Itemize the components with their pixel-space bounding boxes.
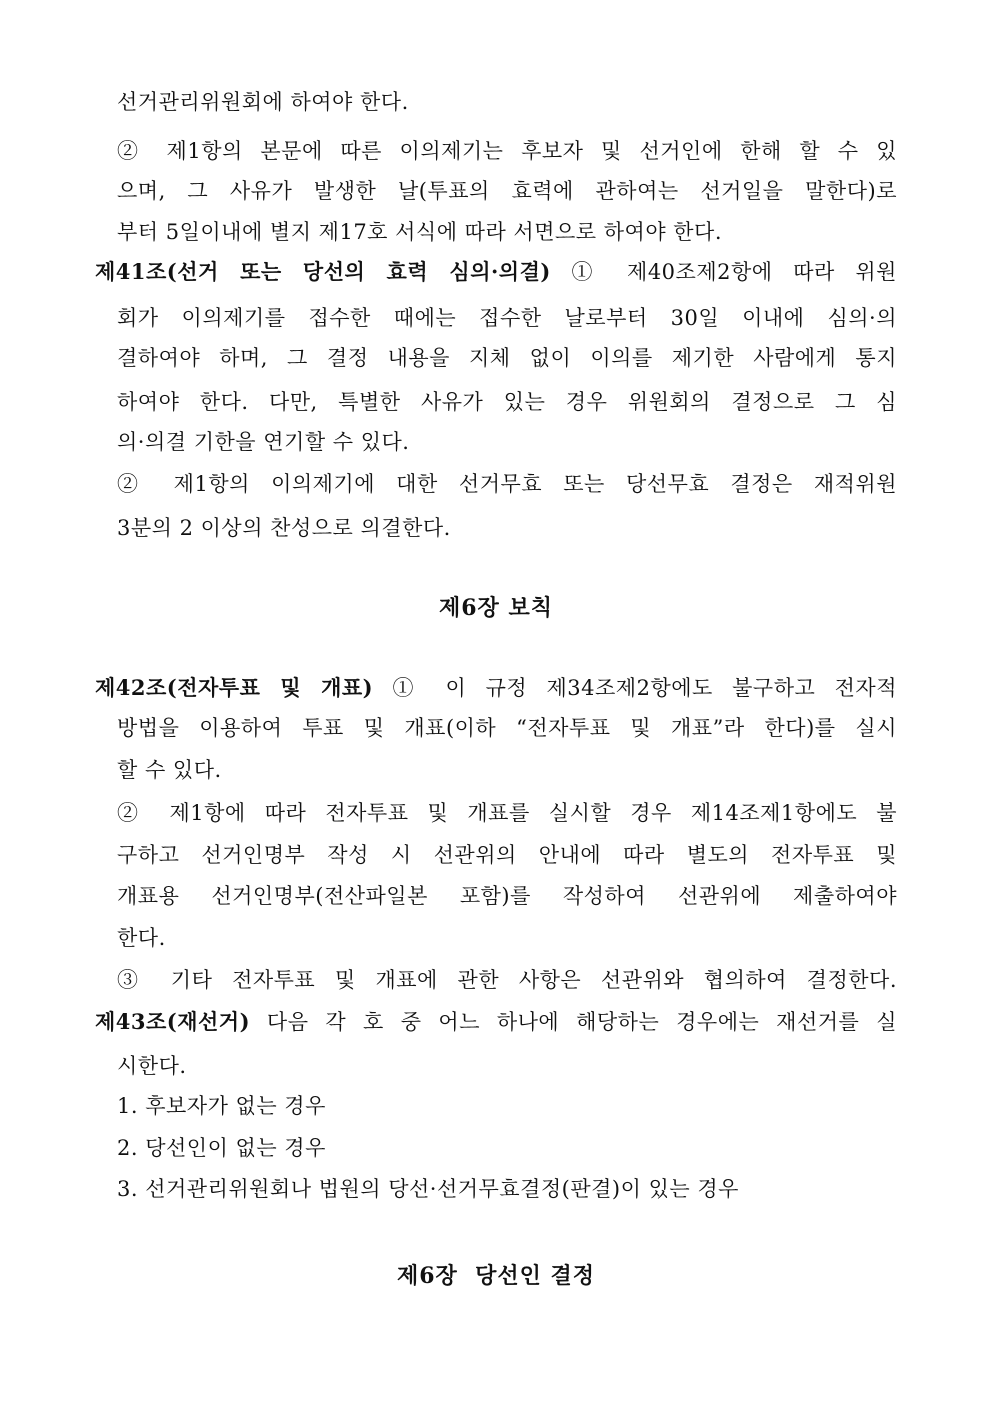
text-line: 개표용 선거인명부(전산파일본 포함)를 작성하여 선관위에 제출하여야 [117,884,897,908]
chapter-title: 제6장 당선인 결정 [396,1263,596,1289]
text-line: ③ 기타 전자투표 및 개표에 관한 사항은 선관위와 협의하여 결정한다. [117,968,897,992]
article-42-text: ① 이 규정 제34조제2항에도 불구하고 전자적 [392,676,897,700]
text-line: 회가 이의제기를 접수한 때에는 접수한 날로부터 30일 이내에 심의·의 [117,306,897,330]
text-line: 시한다. [117,1054,187,1078]
article-43-first-line [95,1002,897,1042]
text-line: 결하여야 하며, 그 결정 내용을 지체 없이 이의를 제기한 사람에게 통지 [117,346,897,370]
list-item: 1. 후보자가 없는 경우 [117,1094,326,1118]
list-item: 3. 선거관리위원회나 법원의 당선·선거무효결정(판결)이 있는 경우 [117,1177,739,1201]
text-line: ② 제1항의 이의제기에 대한 선거무효 또는 당선무효 결정은 재적위원 [117,472,897,496]
text-line: 구하고 선거인명부 작성 시 선관위의 안내에 따라 별도의 전자투표 및 [117,843,897,867]
article-42-first-line [95,668,897,708]
article-41-first-line [95,252,897,292]
article-43-text: 다음 각 호 중 어느 하나에 해당하는 경우에는 재선거를 실 [266,1010,897,1034]
text-line: ② 제1항에 따라 전자투표 및 개표를 실시할 경우 제14조제1항에도 불 [117,801,897,825]
text-line: 할 수 있다. [117,758,222,782]
text-line: 부터 5일이내에 별지 제17호 서식에 따라 서면으로 하여야 한다. [117,220,723,244]
text-line: 의·의결 기한을 연기할 수 있다. [117,430,410,454]
text-line: 으며, 그 사유가 발생한 날(투표의 효력에 관하여는 선거일을 말한다)로 [117,179,897,203]
article-41-text: ① 제40조제2항에 따라 위원 [571,260,897,284]
text-line: 선거관리위원회에 하여야 한다. [117,90,409,114]
text-line: ② 제1항의 본문에 따른 이의제기는 후보자 및 선거인에 한해 할 수 있 [117,139,897,163]
text-line: 하여야 한다. 다만, 특별한 사유가 있는 경우 위원회의 결정으로 그 심 [117,390,897,414]
article-43-heading: 제43조(재선거) [95,1009,251,1034]
list-item: 2. 당선인이 없는 경우 [117,1136,326,1160]
text-line: 3분의 2 이상의 찬성으로 의결한다. [117,516,451,540]
article-41-heading: 제41조(선거 또는 당선의 효력 심의·의결) [95,259,551,284]
article-42-heading: 제42조(전자투표 및 개표) [95,675,374,700]
text-line: 방법을 이용하여 투표 및 개표(이하 “전자투표 및 개표”라 한다)를 실시 [117,716,897,740]
chapter-title: 제6장 보칙 [439,595,553,621]
text-line: 한다. [117,926,166,950]
